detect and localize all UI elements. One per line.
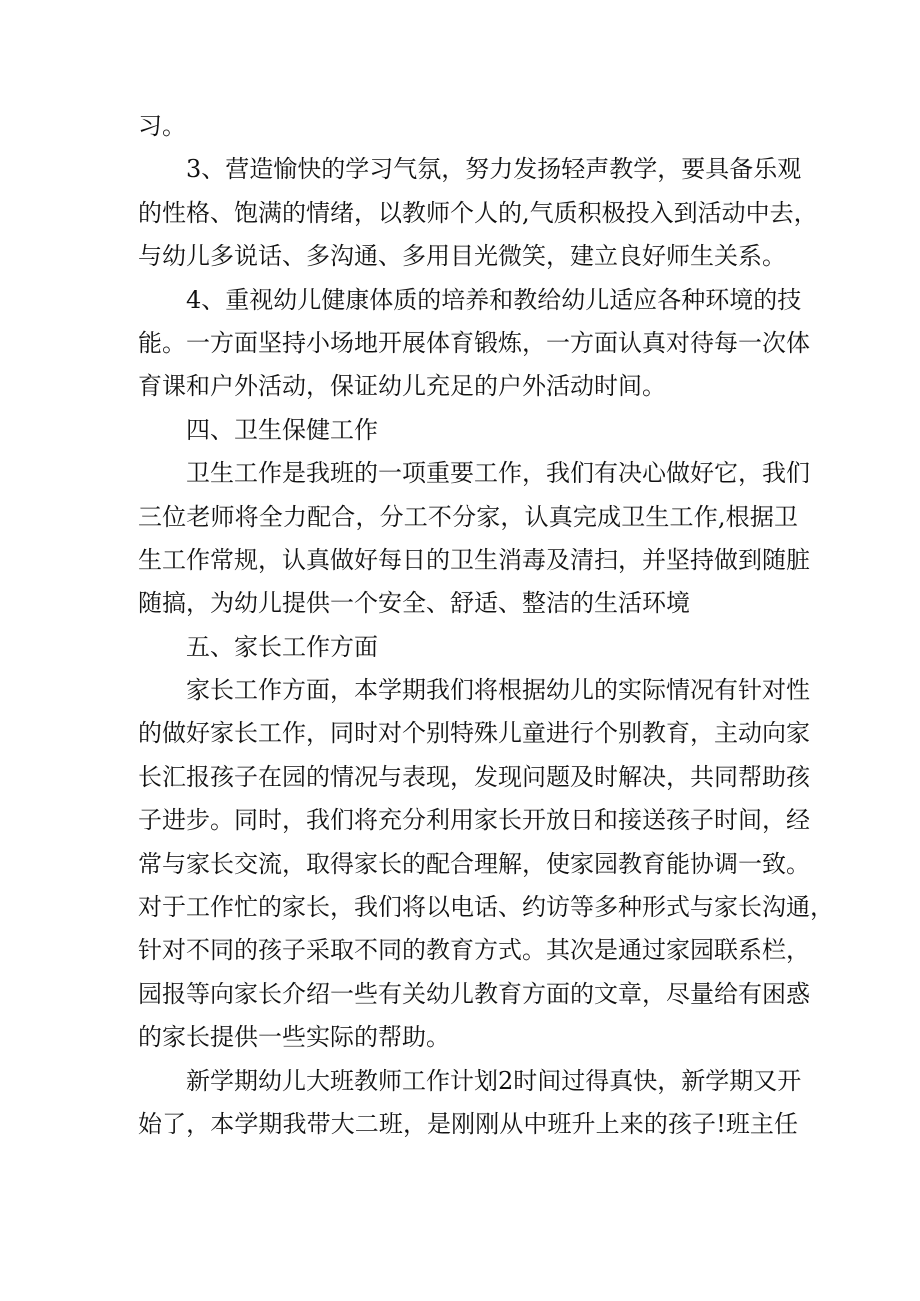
text-line: 三位老师将全力配合，分工不分家，认真完成卫生工作,根据卫 (138, 502, 798, 531)
text-line: 3、营造愉快的学习气氛，努力发扬轻声教学，要具备乐观 (186, 155, 802, 184)
text-line: 随搞，为幼儿提供一个安全、舒适、整洁的生活环境 (138, 589, 690, 618)
text-line: 4、重视幼儿健康体质的培养和教给幼儿适应各种环境的技 (186, 285, 802, 314)
text-line: 五、家长工作方面 (186, 632, 378, 661)
text-line: 家长工作方面，本学期我们将根据幼儿的实际情况有针对性 (186, 676, 810, 705)
text-line: 的做好家长工作，同时对个别特殊儿童进行个别教育，主动向家 (138, 719, 810, 748)
text-line: 长汇报孩子在园的情况与表现，发现问题及时解决，共同帮助孩 (138, 762, 810, 791)
text-line: 习。 (138, 112, 186, 140)
text-line: 针对不同的孩子采取不同的教育方式。其次是通过家园联系栏， (138, 936, 810, 965)
text-line: 子进步。同时，我们将充分利用家长开放日和接送孩子时间，经 (138, 806, 810, 835)
text-line: 园报等向家长介绍一些有关幼儿教育方面的文章，尽量给有困惑 (138, 979, 810, 1008)
text-line: 的性格、饱满的情绪，以教师个人的,气质积极投入到活动中去， (138, 198, 818, 227)
text-line: 四、卫生保健工作 (186, 415, 378, 444)
text-line: 常与家长交流，取得家长的配合理解，使家园教育能协调一致。 (138, 849, 810, 878)
text-line: 新学期幼儿大班教师工作计划2时间过得真快，新学期又开 (186, 1066, 802, 1095)
text-line: 始了，本学期我带大二班，是刚刚从中班升上来的孩子!班主任 (138, 1109, 798, 1138)
text-line: 与幼儿多说话、多沟通、多用目光微笑，建立良好师生关系。 (138, 242, 786, 271)
text-line: 生工作常规，认真做好每日的卫生消毒及清扫，并坚持做到随脏 (138, 545, 810, 574)
text-line: 对于工作忙的家长，我们将以电话、约访等多种形式与家长沟通， (138, 893, 834, 922)
text-line: 育课和户外活动，保证幼儿充足的户外活动时间。 (138, 372, 666, 401)
text-line: 卫生工作是我班的一项重要工作，我们有决心做好它，我们 (186, 459, 810, 488)
document-body (138, 105, 834, 1146)
text-line: 的家长提供一些实际的帮助。 (138, 1023, 450, 1052)
text-line: 能。一方面坚持小场地开展体育锻炼，一方面认真对待每一次体 (138, 328, 810, 357)
